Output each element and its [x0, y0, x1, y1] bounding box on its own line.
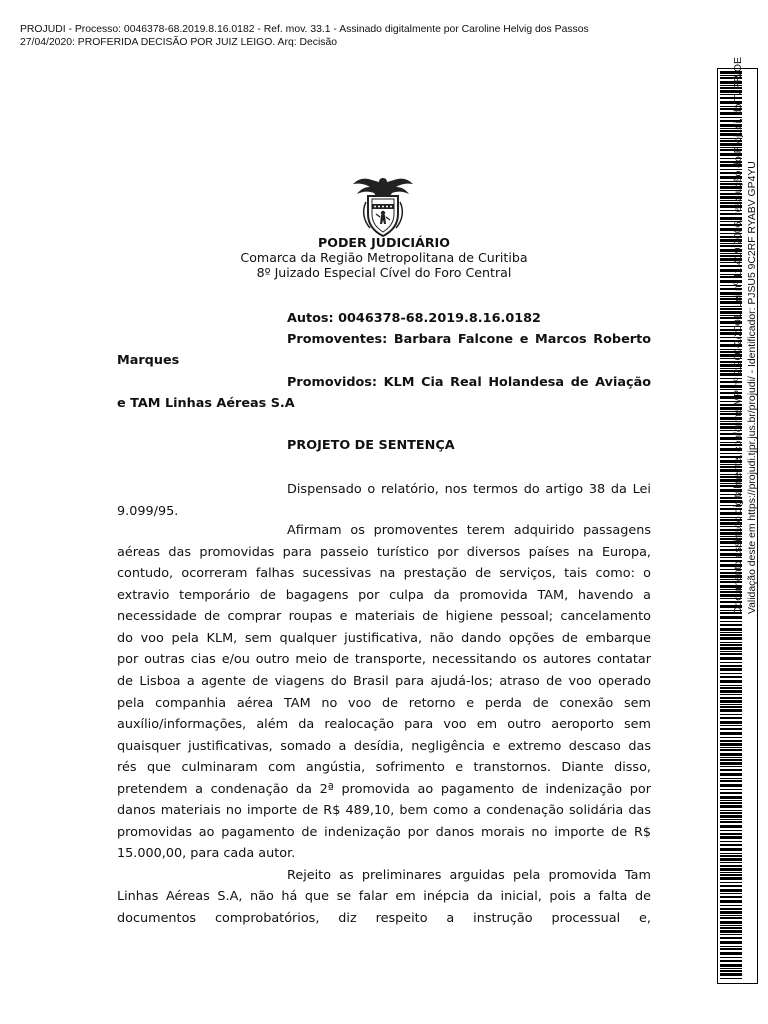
body-line: Afirmam os promoventes terem adquirido passagens [287, 523, 651, 538]
promoventes-line-1: Promoventes: Barbara Falcone e Marcos Roberto [287, 332, 651, 347]
court-comarca: Comarca da Região Metropolitana de Curitiba [240, 250, 528, 265]
header-line-2: 27/04/2020: PROFERIDA DECISÃO POR JUIZ LEIGO. Arq: Decisão [20, 36, 338, 48]
document-header [20, 24, 589, 49]
body-line: de Lisboa a agente de viagens do Brasil para ajudá-los; atraso de voo operado [117, 674, 651, 689]
stamp-signature-text: Documento assinado digitalmente, conforme MP nº 2.200-2/2001, Lei nº 11.419/2006, resolução do Projudi, do TJPR/OE [733, 57, 744, 614]
stamp-validation-text: Validação deste em https://projudi.tjpr.jus.br/projudi/ - Identificador: PJSU5 9C2RF RYABV GP4YU [747, 161, 758, 614]
body-line: pela companhia aérea TAM no voo de retorno e perda de conexão sem [117, 696, 651, 711]
promovidos-line-2: e TAM Linhas Aéreas S.A [117, 396, 295, 411]
body-line: documentos comprobatórios, diz respeito a instrução processual e, [117, 911, 651, 926]
body-line: danos materiais no importe de R$ 489,10, bem como a condenação solidária das [117, 803, 651, 818]
body-line: promovidas ao pagamento de indenização por danos morais no importe de R$ [117, 825, 651, 840]
promoventes-line-2: Marques [117, 353, 180, 368]
court-juizado: 8º Juizado Especial Cível do Foro Central [256, 265, 512, 280]
case-number: Autos: 0046378-68.2019.8.16.0182 [287, 311, 541, 326]
body-line: extravio temporário de bagagens por culpa da promovida TAM, havendo a [117, 588, 651, 603]
body-line: aéreas das promovidas para passeio turístico por diversos países na Europa, [117, 545, 651, 560]
body-line: Linhas Aéreas S.A, não há que se falar em inépcia da inicial, pois a falta de [117, 889, 651, 904]
section-heading: PROJETO DE SENTENÇA [287, 438, 455, 453]
body-line: pretendem a condenação da 2ª promovida ao pagamento de indenização por [117, 782, 651, 797]
body-line: do voo pela KLM, sem qualquer justificativa, não dando opções de embarque [117, 631, 651, 646]
body-line: por outras cias e/ou outro meio de transporte, necessitando os autores contatar [117, 652, 651, 667]
header-line-1: PROJUDI - Processo: 0046378-68.2019.8.16.0182 - Ref. mov. 33.1 - Assinado digitalmente por Caroline Helvig dos Passos [20, 24, 589, 35]
body-line: rés que culminaram com angústia, sofrimento e transtornos. Diante disso, [117, 760, 651, 775]
body-line: 15.000,00, para cada autor. [117, 846, 296, 861]
court-title: PODER JUDICIÁRIO [318, 235, 450, 250]
body-line: 9.099/95. [117, 504, 179, 519]
body-line: Dispensado o relatório, nos termos do artigo 38 da Lei [287, 482, 651, 497]
coat-of-arms-icon [350, 174, 416, 238]
promovidos-line-1: Promovidos: KLM Cia Real Holandesa de Aviação [287, 375, 651, 390]
body-line: auxílio/informações, além da realocação para voo em outro aeroporto sem [117, 717, 651, 732]
body-line: necessidade de comprar roupas e materiais de higiene pessoal; cancelamento [117, 609, 651, 624]
court-heading [0, 235, 768, 280]
body-line: Rejeito as preliminares arguidas pela promovida Tam [287, 868, 651, 883]
body-line: contudo, ocorreram falhas sucessivas na prestação de serviços, tais como: o [117, 566, 651, 581]
body-line: quaisquer justificativas, somado a desídia, negligência e extremo descaso das [117, 739, 651, 754]
